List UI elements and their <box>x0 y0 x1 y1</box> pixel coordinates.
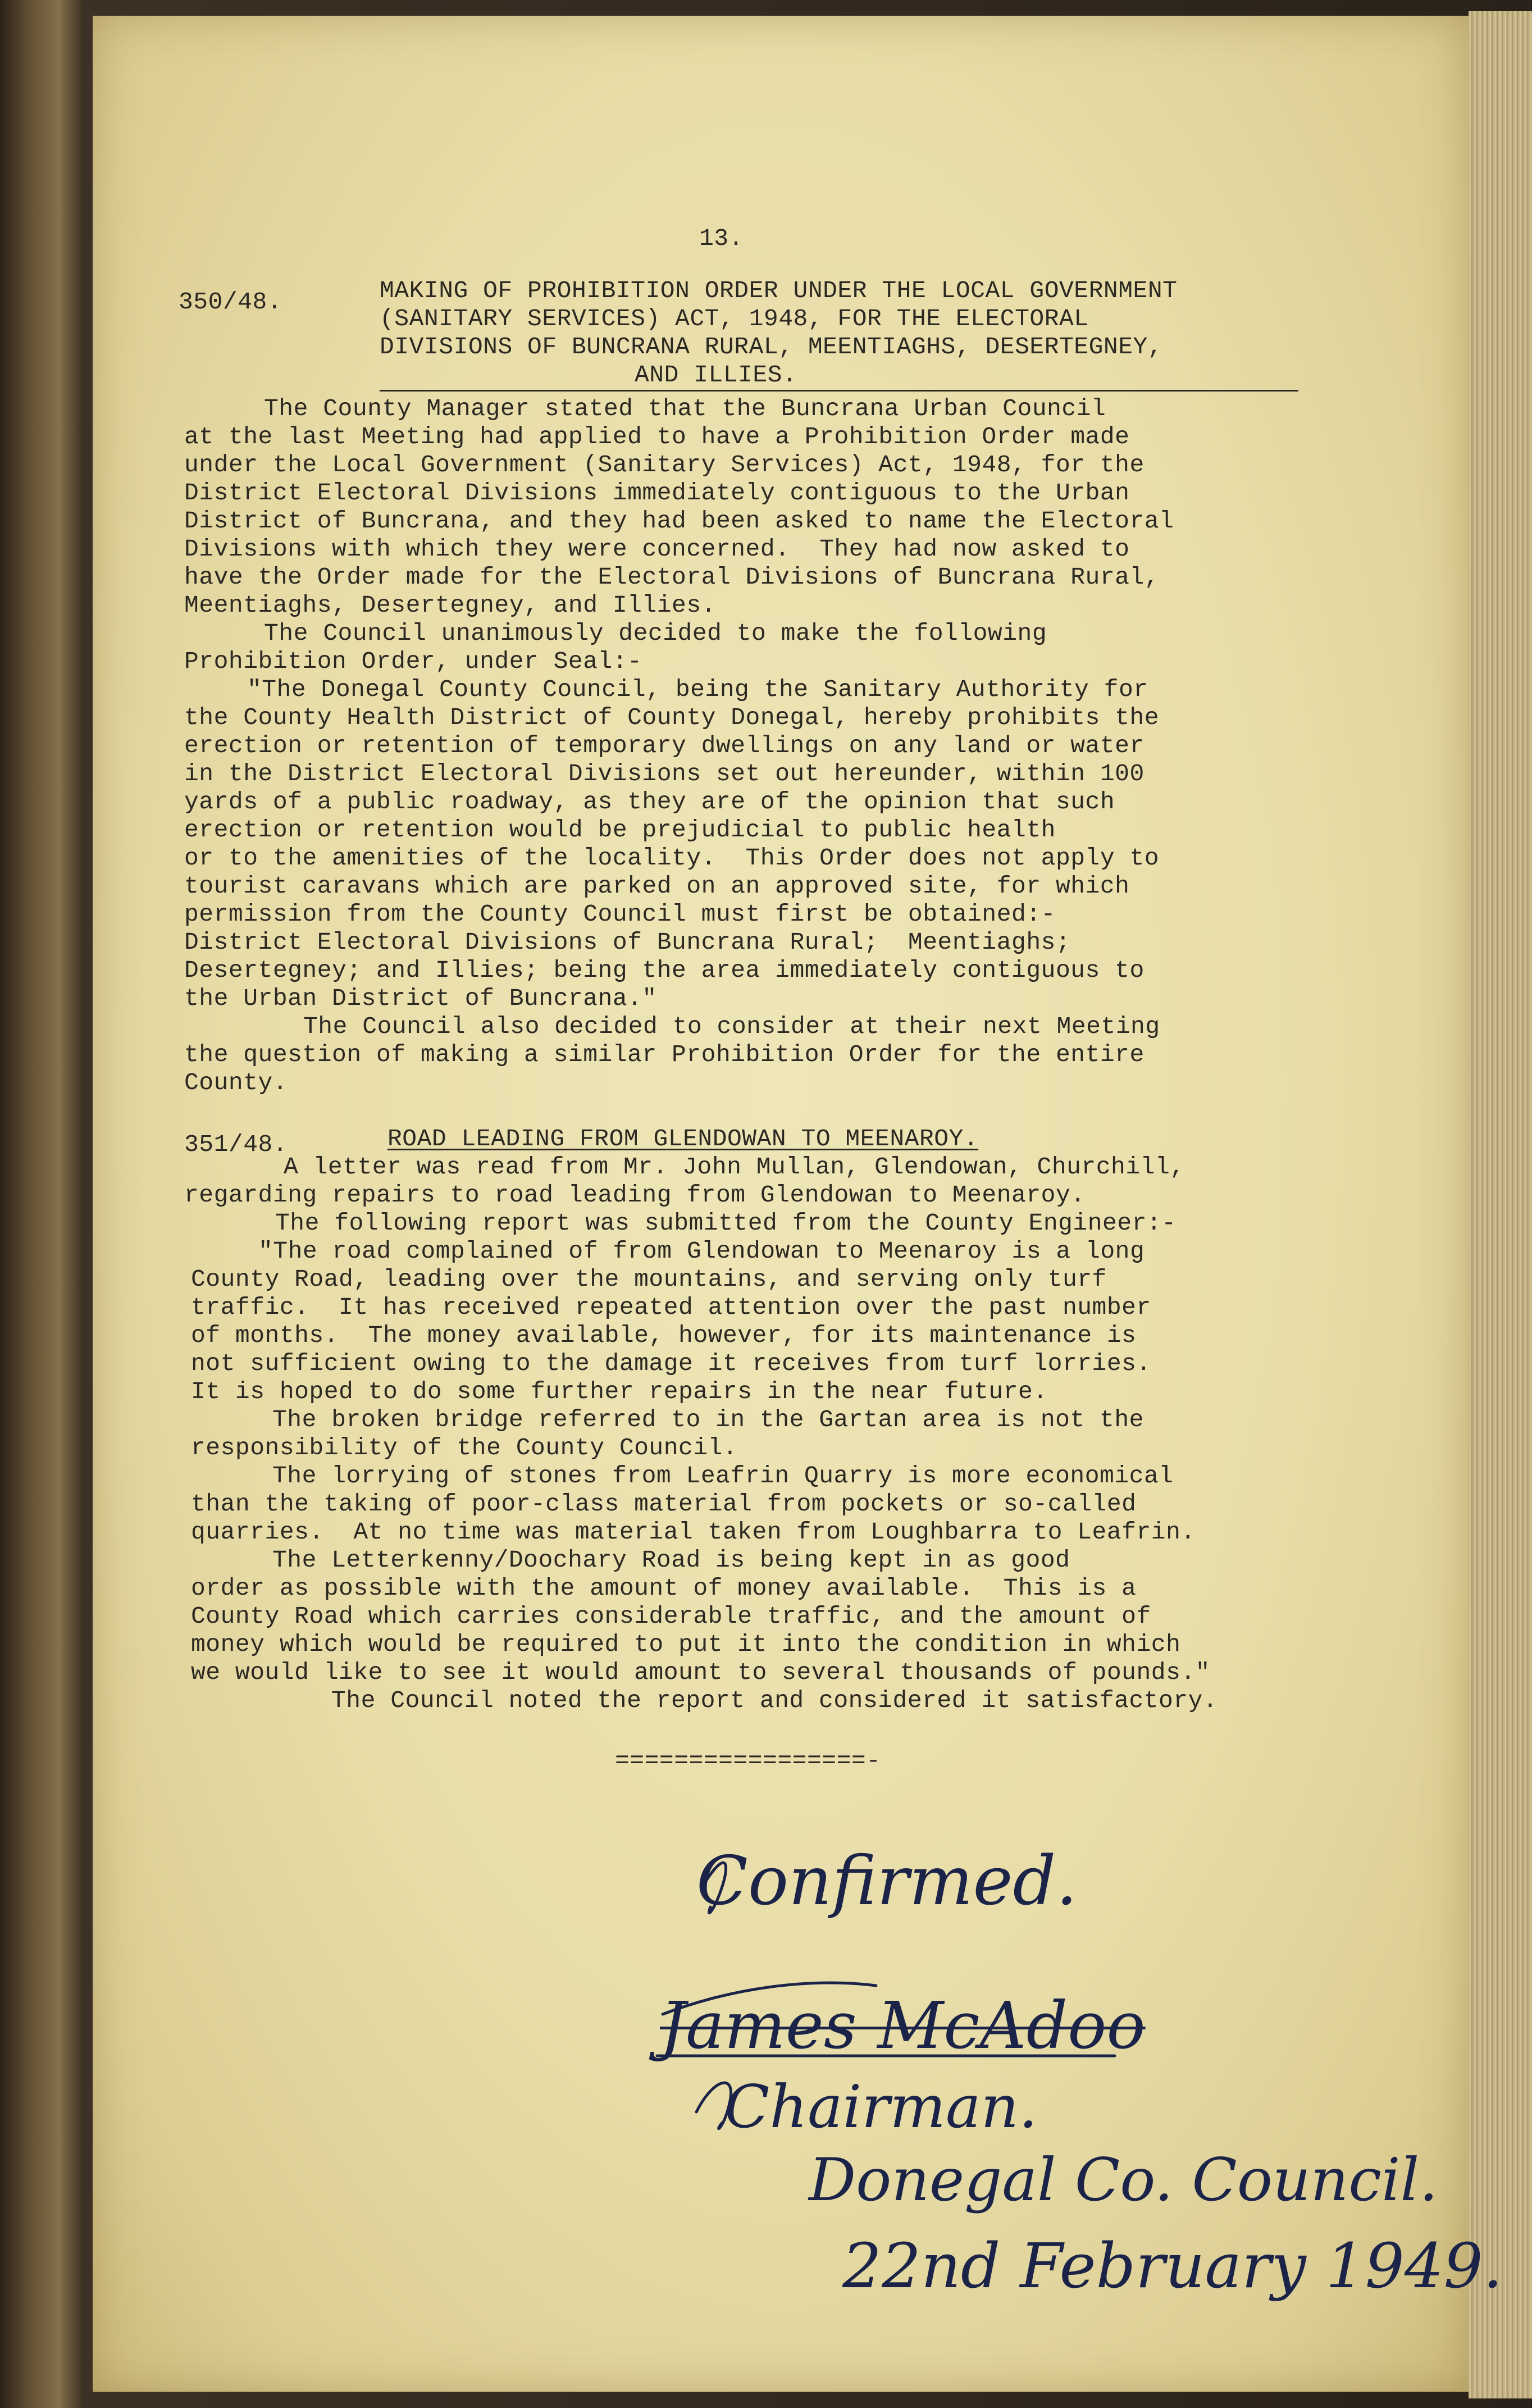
item-350-ref: 350/48. <box>179 288 282 316</box>
engineer-report-line: not sufficient owing to the damage it receives from turf lorries. <box>191 1350 1151 1377</box>
item-350-heading-line-1: MAKING OF PROHIBITION ORDER UNDER THE LOCAL GOVERNMENT <box>380 277 1178 304</box>
order-text-line: erection or retention of temporary dwellings on any land or water <box>184 732 1145 759</box>
item-350-body-line: the question of making a similar Prohibition Order for the entire <box>184 1041 1145 1068</box>
item-350-body-line: under the Local Government (Sanitary Services) Act, 1948, for the <box>184 451 1145 479</box>
chairman-title-handwriting: Chairman. <box>724 2073 1038 2141</box>
item-351-body-line: The following report was submitted from the County Engineer:- <box>275 1209 1177 1237</box>
item-350-heading-line-3: DIVISIONS OF BUNCRANA RURAL, MEENTIAGHS, DESERTEGNEY, <box>380 333 1163 361</box>
item-351-resolution: The Council noted the report and considered it satisfactory. <box>331 1687 1218 1714</box>
engineer-report-line: of months. The money available, however, for its maintenance is <box>191 1322 1137 1349</box>
item-350-body-line: have the Order made for the Electoral Divisions of Buncrana Rural, <box>184 563 1160 591</box>
order-text-line: "The Donegal County Council, being the Sanitary Authority for <box>247 676 1148 703</box>
section-separator: =================- <box>615 1747 881 1774</box>
engineer-report-line: responsibility of the County Council. <box>191 1434 738 1462</box>
item-350-body-line: Divisions with which they were concerned. They had now asked to <box>184 535 1130 563</box>
item-351-body-line: regarding repairs to road leading from Glendowan to Meenaroy. <box>184 1181 1086 1209</box>
order-text-line: permission from the County Council must first be obtained:- <box>184 900 1056 928</box>
order-text-line: erection or retention would be prejudicial to public health <box>184 816 1056 844</box>
order-text-line: the Urban District of Buncrana." <box>184 985 657 1012</box>
item-351-heading: ROAD LEADING FROM GLENDOWAN TO MEENAROY. <box>387 1125 979 1153</box>
engineer-report-line: The broken bridge referred to in the Gartan area is not the <box>272 1406 1144 1433</box>
engineer-report-line: The Letterkenny/Doochary Road is being kept in as good <box>272 1546 1070 1574</box>
item-350-body-line: District Electoral Divisions immediately contiguous to the Urban <box>184 479 1130 507</box>
order-text-line: in the District Electoral Divisions set out hereunder, within 100 <box>184 760 1145 788</box>
order-text-line: the County Health District of County Donegal, hereby prohibits the <box>184 704 1160 731</box>
item-350-heading-line-2: (SANITARY SERVICES) ACT, 1948, FOR THE ELECTORAL <box>380 305 1089 333</box>
order-text-line: District Electoral Divisions of Buncrana Rural; Meentiaghs; <box>184 928 1071 956</box>
item-350-body-line: The Council also decided to consider at their next Meeting <box>303 1013 1160 1040</box>
engineer-report-line: than the taking of poor-class material from pockets or so-called <box>191 1490 1137 1518</box>
item-350-body-line: The County Manager stated that the Buncrana Urban Council <box>264 395 1106 422</box>
engineer-report-line: we would like to see it would amount to several thousands of pounds." <box>191 1659 1210 1686</box>
engineer-report-line: order as possible with the amount of money available. This is a <box>191 1574 1137 1602</box>
engineer-report-line: County Road which carries considerable traffic, and the amount of <box>191 1603 1151 1630</box>
engineer-report-line: The lorrying of stones from Leafrin Quarry is more economical <box>272 1462 1174 1490</box>
engineer-report-line: quarries. At no time was material taken from Loughbarra to Leafrin. <box>191 1518 1196 1546</box>
item-350-body-line: The Council unanimously decided to make the following <box>264 620 1047 647</box>
engineer-report-line: money which would be required to put it into the condition in which <box>191 1631 1181 1658</box>
order-text-line: or to the amenities of the locality. This Order does not apply to <box>184 844 1160 872</box>
item-350-body-line: District of Buncrana, and they had been asked to name the Electoral <box>184 507 1174 535</box>
engineer-report-line: County Road, leading over the mountains, and serving only turf <box>191 1266 1107 1293</box>
item-350-body-line: Meentiaghs, Desertegney, and Illies. <box>184 591 716 619</box>
item-350-heading-line-4: AND ILLIES. <box>635 361 797 389</box>
item-350-body-line: Prohibition Order, under Seal:- <box>184 648 642 675</box>
confirmed-handwriting: Confirmed. <box>696 1842 1078 1920</box>
item-350-body-line: at the last Meeting had applied to have a Prohibition Order made <box>184 423 1130 450</box>
order-text-line: tourist caravans which are parked on an approved site, for which <box>184 872 1130 900</box>
date-handwriting: 22nd February 1949. <box>842 2230 1503 2302</box>
item-350-body-line: County. <box>184 1069 288 1096</box>
council-name-handwriting: Donegal Co. Council. <box>809 2146 1438 2214</box>
engineer-report-line: traffic. It has received repeated attention over the past number <box>191 1294 1151 1321</box>
page-number: 13. <box>699 225 744 252</box>
chairman-signature: James McAdoo <box>660 1988 1146 2064</box>
engineer-report-line: "The road complained of from Glendowan to Meenaroy is a long <box>258 1237 1145 1265</box>
order-text-line: yards of a public roadway, as they are of the opinion that such <box>184 788 1115 816</box>
order-text-line: Desertegney; and Illies; being the area immediately contiguous to <box>184 957 1145 984</box>
engineer-report-line: It is hoped to do some further repairs in the near future. <box>191 1378 1048 1405</box>
item-351-body-line: A letter was read from Mr. John Mullan, Glendowan, Churchill, <box>284 1153 1185 1181</box>
item-351-ref: 351/48. <box>184 1131 288 1158</box>
